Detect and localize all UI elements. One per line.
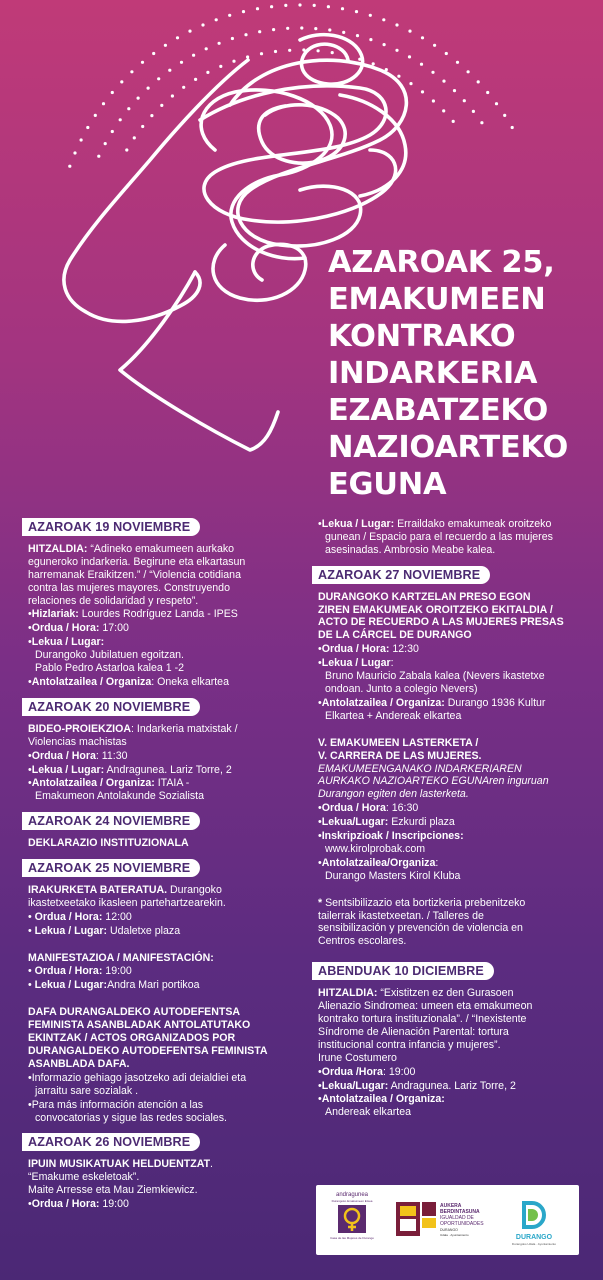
equality-logo-text: DURANGO <box>440 1228 458 1232</box>
page-title <box>328 244 598 503</box>
place-value: Durangoko Jubilatuen egoitzan. <box>35 649 185 662</box>
decorative-dot <box>188 30 191 33</box>
decorative-dot <box>119 118 122 121</box>
talk-title-line: institucional contra infancia y mujeres”. <box>318 1038 501 1051</box>
organizer-value: Durango 1936 Kultur <box>444 696 546 709</box>
place-label: Lekua/Lugar: <box>321 816 389 829</box>
decorative-dot <box>182 86 185 89</box>
organizer-value: Elkartea + Andereak elkartea <box>325 709 462 722</box>
workshops-note-line: tailerrak ikastetxeetan. / Talleres de <box>318 909 484 922</box>
equality-logo-text: IGUALDAD DE <box>440 1215 474 1221</box>
workshops-note-line: Centros escolares. <box>318 935 407 948</box>
decorative-dot <box>395 23 398 26</box>
event-dec10: HITZALDIA: “Existitzen ez den Gurasoen Alienazio Sindromea: umeen eta emakumeon kontrako tortura instituzionala”. / “Inexistente Síndrome de Alienación Parental: tortura institucional contra infancia y mujeres”. Irune Costumero •Ordua /Hora: 19:00 •Lekua/Lugar: Andragunea. Lariz Torre, 2 •Antolatzailea / Organiza: Andereak elkartea <box>312 987 582 1119</box>
right-column <box>312 518 582 1119</box>
memorial-title-line: ACTO DE RECUERDO A LAS MUJERES PRESAS <box>318 616 564 629</box>
andragunea-logo-caption: Casa de las Mujeres de Durango <box>330 1236 374 1240</box>
decorative-dot <box>201 23 204 26</box>
race-title-line: V. CARRERA DE LAS MUJERES. <box>318 749 482 762</box>
time-label: Ordua / Hora <box>31 749 96 762</box>
decorative-dot <box>472 110 475 113</box>
place-label: Lekua / Lugar: <box>321 518 395 530</box>
decorative-dot <box>314 27 317 30</box>
decorative-dot <box>157 77 160 80</box>
time-label: Ordua / Hora: <box>31 1198 100 1211</box>
decorative-dot <box>442 109 445 112</box>
time-label: Ordua / Hora: <box>31 622 100 635</box>
decorative-dot <box>176 36 179 39</box>
decorative-dot <box>395 49 398 52</box>
race-desc-line: ren inguruan <box>489 775 549 788</box>
durango-logo <box>512 1203 556 1246</box>
decorative-dot <box>73 151 76 154</box>
decorative-dot <box>152 52 155 55</box>
decorative-dot <box>480 121 483 124</box>
place-value: gunean / Espacio para el recuerdo a las mujeres <box>325 530 553 543</box>
decorative-dot <box>150 114 153 117</box>
info-text-eu: Informazio gehiago jasotzeko adi deialdiei eta <box>31 1071 247 1084</box>
event-nov27: DURANGOKO KARTZELAN PRESO EGON ZIREN EMAKUMEAK OROITZEKO EKITALDIA / ACTO DE RECUERDO A LAS MUJERES PRESAS DE LA CÁRCEL DE DURANGO •Ordua / Hora: 12:30 •Lekua / Lugar: Bruno Mauricio Zabala kalea (Nevers ikastetxe ondoan. Junto a colegio Nevers) •Antolatzailea / Organiza: Durango 1936 Kultur Elkartea + Andereak elkartea V. EMAKUMEEN LASTERKETA / V. CARRERA DE LAS MUJERES. EMAKUMEENGANAKO INDARKERIAREN AURKAKO NAZIOARTEKO EGUNAren inguruan Durangon egiten den lasterketa. •Ordua / Hora: 16:30 •Lekua/Lugar: Ezkurdi plaza •Inskripzioak / Inscripciones: www.kirolprobak.com •Antolatzailea/Organiza: Durango Masters Kirol Kluba * Sentsibilizazio eta bortizkeria prebenitzeko tailerrak ikastetxeetan. / Talleres de sensibilización y prevención de violencia en Centros escolares. <box>312 591 582 949</box>
decorative-dot <box>442 80 445 83</box>
place-value: Andragunea. Lariz Torre, 2 <box>104 763 232 776</box>
decorative-dot <box>256 7 259 10</box>
organizer-value: Durango Masters Kirol Kluba <box>325 869 461 882</box>
decorative-dot <box>160 104 163 107</box>
video-title: : Indarkeria matxistak / <box>131 722 238 735</box>
decorative-dot <box>104 142 107 145</box>
decorative-dot <box>205 47 208 50</box>
time-value: 19:00 <box>102 965 132 978</box>
time-value: 12:30 <box>389 643 419 656</box>
decorative-dot <box>130 70 133 73</box>
decorative-dot <box>495 102 498 105</box>
decorative-dot <box>420 63 423 66</box>
decorative-dot <box>317 49 320 52</box>
organizer-value: ITAIA - <box>154 777 190 790</box>
organizer-label: Antolatzailea/Organiza <box>321 856 436 869</box>
talk-title-line: kontrako tortura instituzionala”. / “Inexistente <box>318 1013 527 1025</box>
race-desc-line: Durangon egiten den lasterketa. <box>318 788 469 801</box>
decorative-dot <box>164 44 167 47</box>
time-value: 19:00 <box>99 1198 129 1211</box>
place-value: Erraildako emakumeak oroitzeko <box>394 518 552 530</box>
time-label: Ordua / Hora: <box>34 965 103 978</box>
decorative-dot <box>382 18 385 21</box>
organizer-value: : Oneka elkartea <box>151 675 229 688</box>
decorative-dot <box>80 138 83 141</box>
decorative-dot <box>369 38 372 41</box>
decorative-dot <box>242 10 245 13</box>
story-label-dot: . <box>210 1158 213 1171</box>
speaker-name: Irune Costumero <box>318 1051 397 1064</box>
decorative-dot <box>86 126 89 129</box>
race-title-line: V. EMAKUMEEN LASTERKETA / <box>318 736 479 749</box>
decorative-dot <box>231 37 234 40</box>
decorative-dot <box>421 36 424 39</box>
memorial-title-line: DURANGOKO KARTZELAN PRESO EGON <box>318 590 531 603</box>
talk-title-line: eguneroko indarkeria. Begirune eta elkartasun <box>28 555 246 568</box>
place-label: Lekua / Lugar: <box>31 763 105 776</box>
dafa-title-line: FEMINISTA ASANBLADAK ANTOLATUTAKO <box>28 1019 251 1032</box>
decorative-dot <box>168 69 171 72</box>
decorative-dot <box>511 126 514 129</box>
decorative-dot <box>452 120 455 123</box>
decorative-dot <box>477 80 480 83</box>
decorative-dot <box>94 114 97 117</box>
dafa-title-line: EKINTZAK / ACTOS ORGANIZADOS POR <box>28 1032 236 1045</box>
equality-logo-text: AUKERA <box>440 1203 462 1209</box>
decorative-dot <box>355 10 358 13</box>
decorative-dot <box>111 130 114 133</box>
dafa-title-line: DURANGALDEKO AUTODEFENTSA FEMINISTA <box>28 1045 268 1057</box>
organizer-value: Andereak elkartea <box>325 1106 411 1119</box>
organizer-label: Antolatzailea / Organiza: <box>321 1093 445 1106</box>
title-line: EZABATZEKO <box>328 393 548 428</box>
place-value: Bruno Mauricio Zabala kalea (Nevers ikastetxe <box>325 670 545 683</box>
decorative-dot <box>328 28 331 31</box>
time-label: Ordua / Hora: <box>321 643 390 656</box>
decorative-dot <box>463 99 466 102</box>
info-text-es: convocatorias y sigue las redes sociales. <box>35 1111 227 1124</box>
organizer-label-colon: : <box>435 856 439 869</box>
decorative-dot <box>341 7 344 10</box>
decorative-dot <box>408 30 411 33</box>
decorative-dot <box>141 125 144 128</box>
title-line: AZAROAK 25, <box>328 245 555 280</box>
decorative-dot <box>342 31 345 34</box>
decorative-dot <box>284 4 287 7</box>
demonstration-title: MANIFESTAZIOA / MANIFESTACIÓN: <box>28 951 214 964</box>
decorative-dot <box>397 75 400 78</box>
decorative-dot <box>313 4 316 7</box>
event-nov25: IRAKURKETA BATERATUA. Durangoko ikastetxeetako ikasleen partehartzearekin. • Ordua / Hora: 12:00 • Lekua / Lugar: Udaletxe plaza MANIFESTAZIOA / MANIFESTACIÓN: • Ordua / Hora: 19:00 • Lekua / Lugar:Andra Mari portikoa DAFA DURANGALDEKO AUTODEFENTSA FEMINISTA ASANBLADAK ANTOLATUTAKO EKINTZAK / ACTOS ORGANIZADOS POR DURANGALDEKO AUTODEFENTSA FEMINISTA ASANBLADA DAFA. •Informazio gehiago jasotzeko adi deialdiei eta jarraitu sare sozialak . •Para más información atención a las convocatorias y sigue las redes sociales. <box>22 884 280 1125</box>
decorative-dot <box>244 33 247 36</box>
memorial-title-line: DE LA CÁRCEL DE DURANGO <box>318 629 472 642</box>
place-value: Pablo Pedro Astarloa kalea 1 -2 <box>35 662 184 675</box>
talk-title-line: contra las mujeres mayores. Construyendo <box>28 581 230 594</box>
video-label: BIDEO-PROIEKZIOA <box>28 722 131 735</box>
decorative-dot <box>102 102 105 105</box>
reading-label: IRAKURKETA BATERATUA. <box>28 883 168 896</box>
place-label: Lekua/Lugar: <box>321 1079 389 1092</box>
title-line: KONTRAKO <box>328 319 516 354</box>
date-header-nov24: AZAROAK 24 NOVIEMBRE <box>22 812 200 830</box>
tangle-6 <box>213 244 306 300</box>
decorative-dot <box>288 49 291 52</box>
decorative-dot <box>409 82 412 85</box>
video-title-line: Violencias machistas <box>28 735 127 748</box>
decorative-dot <box>180 61 183 64</box>
decorative-dot <box>218 42 221 45</box>
decorative-dot <box>456 61 459 64</box>
place-label: Lekua / Lugar: <box>34 979 108 992</box>
decorative-dot <box>141 61 144 64</box>
talk-title: “Existitzen ez den Gurasoen <box>377 987 514 1000</box>
date-header-nov25: AZAROAK 25 NOVIEMBRE <box>22 859 200 877</box>
decorative-dot <box>369 14 372 17</box>
place-value: ondoan. Junto a colegio Nevers) <box>325 682 478 695</box>
workshops-note: Sentsibilizazio eta bortizkeria prebenitzeko <box>322 896 526 909</box>
time-value: : 11:30 <box>95 749 128 762</box>
decorative-dot <box>421 90 424 93</box>
organizer-value: Emakumeon Antolakunde Sozialista <box>35 790 205 803</box>
durango-logo-subtitle: Durangoko Udala · Ayuntamiento <box>511 1242 557 1246</box>
organizer-label: Antolatzailea / Organiza <box>31 675 152 688</box>
time-label: Ordua /Hora <box>321 1065 383 1078</box>
time-value: : 19:00 <box>382 1065 416 1078</box>
talk-label: HITZALDIA: <box>28 542 88 555</box>
info-text-es: Para más información atención a las <box>31 1098 204 1111</box>
speakers-label: Hizlariak: <box>31 608 79 621</box>
decorative-dot <box>298 3 301 6</box>
place-value: Andra Mari portikoa <box>107 979 200 992</box>
race-desc-line: EMAKUMEENGANAKO INDARKERIAREN <box>318 762 522 775</box>
decorative-dot <box>274 50 277 53</box>
equality-logo-text: BERDINTASUNA <box>440 1209 480 1215</box>
info-text-eu: jarraitu sare sozialak . <box>35 1084 139 1097</box>
talk-title-line: harremanak Eraikitzen.” / “Violencia cotidiana <box>28 568 241 581</box>
story-performers: Maite Arresse eta Mau Ziemkiewicz. <box>28 1184 198 1197</box>
decorative-dot <box>432 99 435 102</box>
registration-url[interactable]: www.kirolprobak.com <box>325 842 426 855</box>
date-header-dec10: ABENDUAK 10 DICIEMBRE <box>312 962 494 980</box>
decorative-dot <box>120 80 123 83</box>
decorative-dot <box>194 78 197 81</box>
left-column <box>22 518 280 1211</box>
andragunea-logo-title: andragunea <box>335 1192 369 1198</box>
coat-of-arms-icon <box>400 1206 416 1216</box>
date-header-nov27: AZAROAK 27 NOVIEMBRE <box>312 566 490 584</box>
decorative-dot <box>453 89 456 92</box>
decorative-dot <box>97 155 100 158</box>
decorative-dot <box>486 91 489 94</box>
decorative-dot <box>408 55 411 58</box>
dafa-title-line: ASANBLADA DAFA. <box>28 1057 130 1070</box>
decorative-dot <box>445 52 448 55</box>
time-value: 12:00 <box>102 910 132 923</box>
decorative-dot <box>270 5 273 8</box>
place-label: Lekua / Lugar: <box>31 636 105 649</box>
event-nov19: HITZALDIA: “Adineko emakumeen aurkako eguneroko indarkeria. Begirune eta elkartasun harremanak Eraikitzen.” / “Violencia cotidiana contra las mujeres mayores. Construyendo relaciones de solidaridad y respeto”. •Hizlariak: Lourdes Rodríguez Landa - IPES •Ordua / Hora: 17:00 •Lekua / Lugar: Durangoko Jubilatuen egoitzan. Pablo Pedro Astarloa kalea 1 -2 •Antolatzailea / Organiza: Oneka elkartea <box>22 543 280 689</box>
asterisk-icon: * <box>318 896 323 909</box>
speakers-value: Lourdes Rodríguez Landa - IPES <box>78 608 238 621</box>
decorative-dot <box>125 148 128 151</box>
decorative-dot <box>286 27 289 30</box>
decorative-dot <box>219 65 222 68</box>
equality-logo <box>396 1202 484 1237</box>
decorative-dot <box>192 54 195 57</box>
decorative-dot <box>147 87 150 90</box>
place-label: Lekua / Lugar: <box>34 924 108 937</box>
decorative-dot <box>327 5 330 8</box>
durango-logo-text: DURANGO <box>515 1234 553 1241</box>
declaration-title: DEKLARAZIO INSTITUZIONALA <box>28 837 189 850</box>
event-nov20: BIDEO-PROIEKZIOA: Indarkeria matxistak / Violencias machistas •Ordua / Hora: 11:30 •Lekua / Lugar: Andragunea. Lariz Torre, 2 •Antolatzailea / Organiza: ITAIA - Emakumeon Antolakunde Sozialista <box>22 723 280 803</box>
decorative-dot <box>503 114 506 117</box>
decorative-dot <box>68 165 71 168</box>
date-header-nov20: AZAROAK 20 NOVIEMBRE <box>22 698 200 716</box>
title-line: NAZIOARTEKO <box>328 430 568 465</box>
time-value: 17:00 <box>99 622 129 635</box>
dotted-arcs <box>68 3 514 167</box>
decorative-dot <box>272 28 275 31</box>
talk-title: “Adineko emakumeen aurkako <box>87 542 235 555</box>
decorative-dot <box>260 52 263 55</box>
date-header-nov26: AZAROAK 26 NOVIEMBRE <box>22 1133 200 1151</box>
title-line: INDARKERIA <box>328 356 538 391</box>
reading-desc-line: ikastetxeetako ikasleen partehartzearekin. <box>28 896 226 909</box>
time-value: : 16:30 <box>385 802 419 815</box>
organizer-label: Antolatzailea / Organiza: <box>321 696 445 709</box>
story-title: “Emakume eskeletoak”. <box>28 1171 140 1184</box>
date-header-nov19: AZAROAK 19 NOVIEMBRE <box>22 518 200 536</box>
place-label-colon: : <box>390 657 394 670</box>
place-value: Udaletxe plaza <box>107 924 181 937</box>
place-value: Andragunea. Lariz Torre, 2 <box>388 1079 516 1092</box>
organizer-label: Antolatzailea / Organiza: <box>31 777 155 790</box>
equality-logo-text: Udala · Ayuntamiento <box>440 1233 469 1237</box>
talk-label: HITZALDIA: <box>318 987 378 1000</box>
event-nov26: IPUIN MUSIKATUAK HELDUENTZAT. “Emakume eskeletoak”. Maite Arresse eta Mau Ziemkiewicz. •Ordua / Hora: 19:00 <box>22 1158 280 1211</box>
talk-title-line: relaciones de solidaridad y respeto”. <box>28 594 199 607</box>
time-label: Ordua / Hora: <box>34 910 103 923</box>
decorative-dot <box>331 51 334 54</box>
decorative-dot <box>258 30 261 33</box>
decorative-dot <box>467 70 470 73</box>
place-value: Ezkurdi plaza <box>388 816 455 829</box>
event-nov24 <box>22 837 280 850</box>
decorative-dot <box>111 91 114 94</box>
decorative-dot <box>300 26 303 29</box>
title-line: EMAKUMEEN <box>328 282 546 317</box>
equality-logo-text: OPORTUNIDADES <box>440 1221 484 1227</box>
sponsor-logos-panel <box>316 1185 579 1255</box>
reading-desc: Durangoko <box>167 883 222 896</box>
decorative-dot <box>372 62 375 65</box>
decorative-dot <box>137 97 140 100</box>
event-nov26-continued: •Lekua / Lugar: Erraildako emakumeak oroitzeko gunean / Espacio para el recuerdo a las mujeres asesinadas. Ambrosio Meabe kalea. <box>312 518 582 557</box>
decorative-dot <box>206 71 209 74</box>
workshops-note-line: sensibilización y prevención de violencia en <box>318 922 523 935</box>
decorative-dot <box>433 44 436 47</box>
decorative-dot <box>171 94 174 97</box>
talk-title-line: Alienazio Sindromea: umeen eta emakumeon <box>318 1000 533 1013</box>
decorative-dot <box>383 43 386 46</box>
dafa-title-line: DAFA DURANGALDEKO AUTODEFENTSA <box>28 1006 241 1019</box>
title-line: EGUNA <box>328 467 447 502</box>
decorative-dot <box>232 60 235 63</box>
tangle-7 <box>340 95 406 196</box>
decorative-dot <box>356 34 359 37</box>
time-label: Ordua / Hora <box>321 802 386 815</box>
memorial-title-line: ZIREN EMAKUMEAK OROITZEKO EKITALDIA / <box>318 603 553 616</box>
race-desc-line: AURKAKO NAZIOARTEKO EGUNA <box>318 775 490 788</box>
talk-title-line: Síndrome de Alienación Parental: tortura <box>318 1025 509 1038</box>
decorative-dot <box>127 107 130 110</box>
andragunea-logo-subtitle: Durangoko Emakumeen Etxea <box>331 1199 373 1203</box>
registration-label: Inskripzioak / Inscripciones: <box>321 830 464 843</box>
decorative-dot <box>431 71 434 74</box>
decorative-dot <box>228 14 231 17</box>
decorative-dot <box>133 136 136 139</box>
sponsor-logos <box>316 1185 579 1255</box>
place-value: asesinadas. Ambrosio Meabe kalea. <box>325 543 496 556</box>
decorative-dot <box>246 55 249 58</box>
place-label: Lekua / Lugar <box>321 657 391 670</box>
story-label: IPUIN MUSIKATUAK HELDUENTZAT <box>28 1158 211 1171</box>
andragunea-logo <box>330 1192 374 1240</box>
decorative-dot <box>215 18 218 21</box>
